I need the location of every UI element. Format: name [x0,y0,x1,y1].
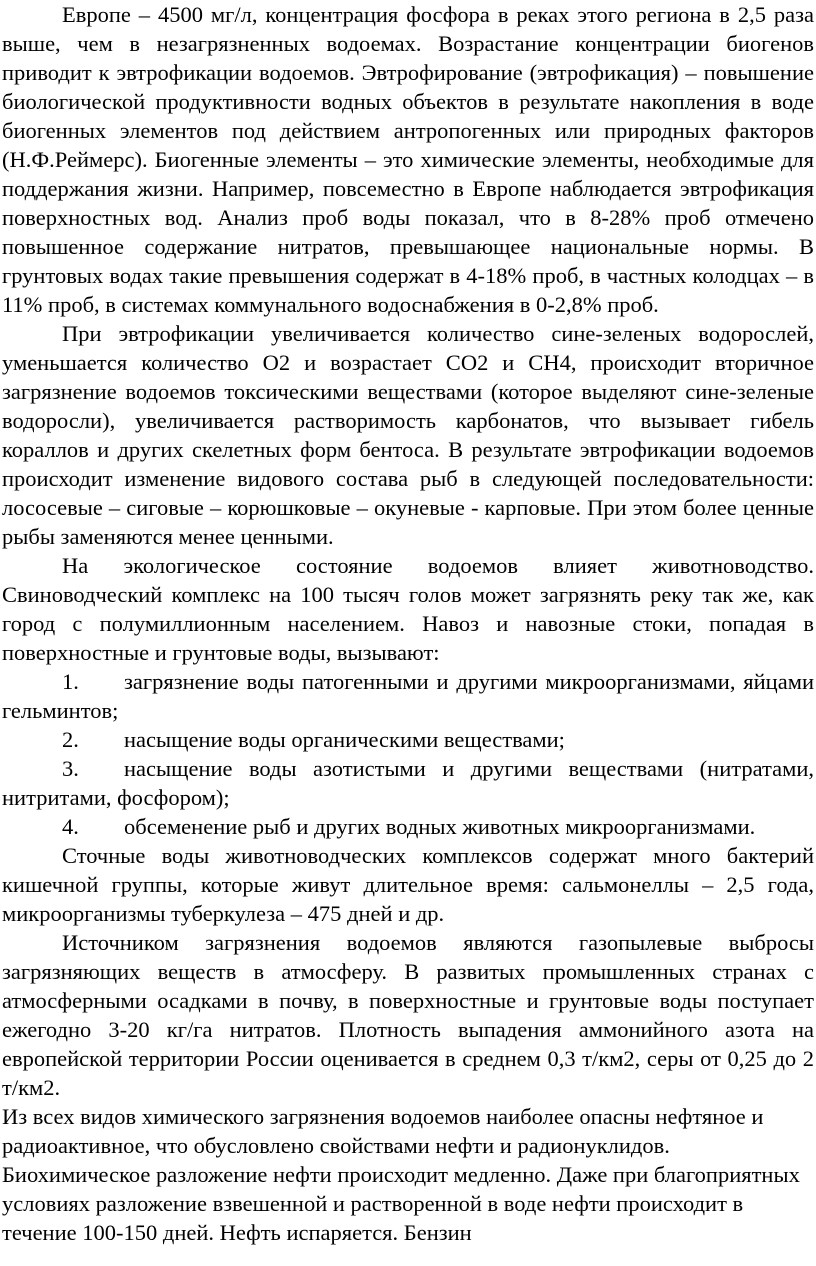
document-body [2,0,814,1247]
list-number: 1. [62,669,79,694]
list-item-text: загрязнение воды патогенными и другими микроорганизмами, яйцами гельминтов; [2,669,814,723]
list-item-text: насыщение воды органическими веществами; [124,727,565,752]
list-number: 4. [62,814,79,839]
paragraph-eutrophication-intro: Европе – 4500 мг/л, концентрация фосфора в реках этого региона в 2,5 раза выше, чем в незагрязненных водоемах. Возрастание концентрации биогенов приводит к эвтрофикации водоемов. Эвтрофирование (эвтрофикация) – повышение биологической продуктивности водных объектов в результате накопления в воде биогенных элементов под действием антропогенных или природных факторов (Н.Ф.Реймерс). Биогенные элементы – это химические элементы, необходимые для поддержания жизни. Например, повсеместно в Европе наблюдается эвтрофикация поверхностных вод. Анализ проб воды показал, что в 8-28% проб отмечено повышенное содержание нитратов, превышающее национальные нормы. В грунтовых водах такие превышения содержат в 4-18% проб, в частных колодцах – в 11% проб, в системах коммунального водоснабжения в 0-2,8% проб. [2,2,814,317]
list-item-3 [2,754,814,812]
list-number: 3. [62,756,79,781]
list-item-4 [2,812,814,841]
list-item-2 [2,725,814,754]
list-item-text: насыщение воды азотистыми и другими веществами (нитратами, нитритами, фосфором); [2,756,814,810]
paragraph-livestock-impact: На экологическое состояние водоемов влияет животноводство. Свиноводческий комплекс на 100 тысяч голов может загрязнять реку так же, как город с полумиллионным населением. Навоз и навозные стоки, попадая в поверхностные и грунтовые воды, вызывают: [2,553,814,665]
paragraph-oil-radioactive: Из всех видов химического загрязнения водоемов наиболее опасны нефтяное и радиоактивное, что обусловлено свойствами нефти и радионуклидов. Биохимическое разложение нефти происходит медленно. Даже при благоприятных условиях разложение взвешенной и растворенной в воде нефти происходит в течение 100-150 дней. Нефть испаряется. Бензин [2,1104,800,1245]
list-item-1 [2,667,814,725]
list-number: 2. [62,727,79,752]
paragraph-atmospheric-pollution: Источником загрязнения водоемов являются газопылевые выбросы загрязняющих веществ в атмосферу. В развитых промышленных странах с атмосферными осадками в почву, в поверхностные и грунтовые воды поступает ежегодно 3-20 кг/га нитратов. Плотность выпадения аммонийного азота на европейской территории России оценивается в среднем 0,3 т/км2, серы от 0,25 до 2 т/км2. [2,930,814,1100]
paragraph-wastewater-bacteria: Сточные воды животноводческих комплексов содержат много бактерий кишечной группы, которые живут длительное время: сальмонеллы – 2,5 года, микроорганизмы туберкулеза – 475 дней и др. [2,843,814,926]
paragraph-eutrophication-effects: При эвтрофикации увеличивается количество сине-зеленых водорослей, уменьшается количество О2 и возрастает СО2 и СН4, происходит вторичное загрязнение водоемов токсическими веществами (которое выделяют сине-зеленые водоросли), увеличивается растворимость карбонатов, что вызывает гибель кораллов и других скелетных форм бентоса. В результате эвтрофикации водоемов происходит изменение видового состава рыб в следующей последовательности: лососевые – сиговые – корюшковые – окуневые - карповые. При этом более ценные рыбы заменяются менее ценными. [2,321,814,549]
list-item-text: обсеменение рыб и других водных животных микроорганизмами. [124,814,756,839]
